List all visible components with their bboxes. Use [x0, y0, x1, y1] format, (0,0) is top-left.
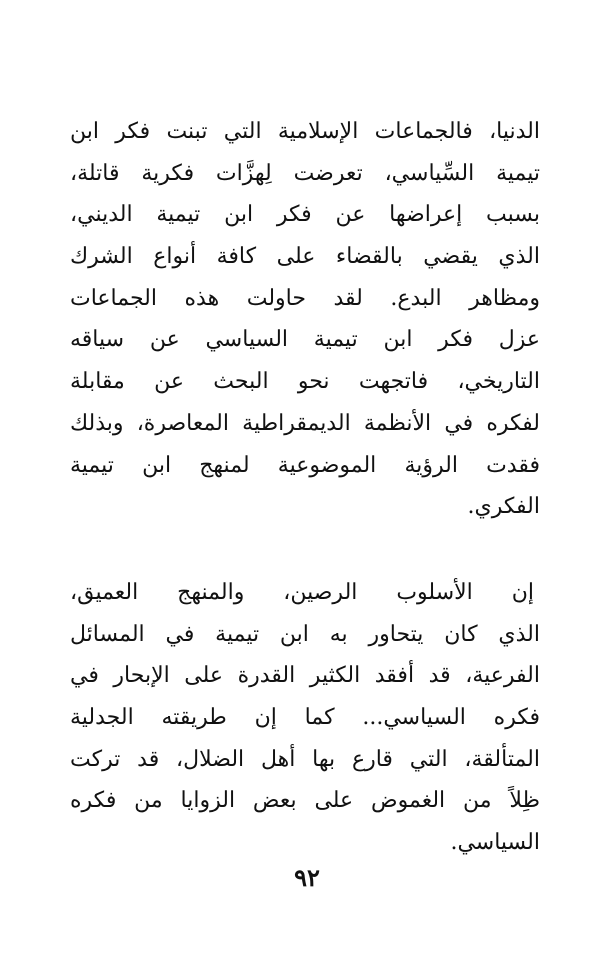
page-number: ٩٢ — [294, 863, 320, 892]
text-line: الفكري. — [467, 494, 540, 520]
text-line: ومظاهر البدع. لقد حاولت هذه الجماعات — [70, 285, 540, 311]
text-line: فكره السياسي... كما إن طريقته الجدلية — [70, 705, 540, 731]
text-line: الدنيا، فالجماعات الإسلامية التي تبنت فكر ابن — [70, 119, 540, 144]
text-line: المتألقة، التي قارع بها أهل الضلال، قد تركت — [70, 746, 540, 772]
paragraph-1 — [70, 111, 540, 528]
text-line: السياسي. — [450, 830, 540, 856]
paragraph-2 — [70, 572, 540, 864]
text-line: إن الأسلوب الرصين، والمنهج العميق، — [70, 580, 534, 605]
text-line: الذي كان يتحاور به ابن تيمية في المسائل — [70, 621, 540, 647]
text-line: التاريخي، فاتجهت نحو البحث عن مقابلة — [70, 369, 540, 395]
text-line: عزل فكر ابن تيمية السياسي عن سياقه — [70, 327, 540, 353]
text-line: ظِلاً من الغموض على بعض الزوايا من فكره — [70, 788, 540, 814]
text-line: تيمية السِّياسي، تعرضت لِهزَّات فكرية قاتلة، — [70, 160, 540, 186]
text-line: لفكره في الأنظمة الديمقراطية المعاصرة، وبذلك — [70, 410, 540, 436]
text-line: بسبب إعراضها عن فكر ابن تيمية الديني، — [70, 202, 540, 228]
text-line: الذي يقضي بالقضاء على كافة أنواع الشرك — [70, 244, 540, 270]
text-line: فقدت الرؤية الموضوعية لمنهج ابن تيمية — [70, 452, 540, 478]
text-line: الفرعية، قد أفقد الكثير القدرة على الإبحار في — [70, 663, 540, 689]
